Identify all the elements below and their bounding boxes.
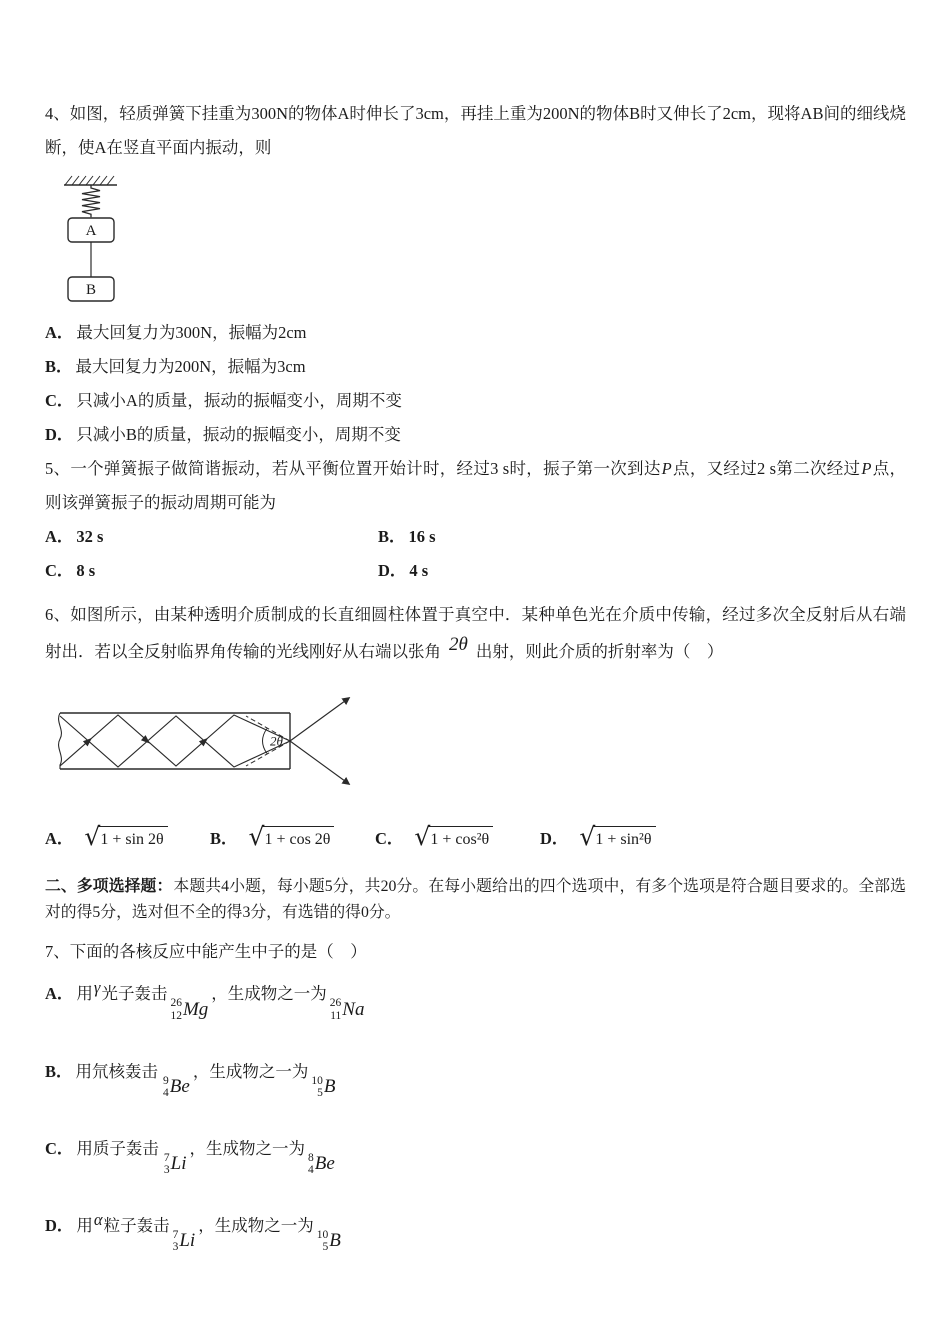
nuclide-mass: 9	[163, 1074, 169, 1087]
particle-symbol: γ	[93, 978, 101, 998]
nuclide	[173, 1222, 196, 1260]
nuclide-symbol: Be	[314, 1152, 335, 1174]
option-label: C．	[45, 560, 74, 580]
nuclide-symbol: Li	[170, 1152, 187, 1174]
angle-arc	[263, 728, 268, 753]
sqrt-expression	[248, 821, 335, 852]
option-label: D．	[378, 560, 407, 580]
nuclide-symbol: Mg	[182, 998, 209, 1020]
option-text: 只减小B的质量，振动的振幅变小，周期不变	[76, 424, 401, 444]
q5-options	[45, 520, 906, 588]
option-text: ，生成物之一为	[198, 1215, 314, 1235]
block-b-label: B	[85, 281, 97, 298]
nuclide-mass: 26	[329, 997, 342, 1010]
radicand: 1 + sin²θ	[593, 826, 655, 851]
option-label: B．	[45, 1061, 73, 1081]
q4-option-d	[45, 418, 906, 452]
q4-option-a	[45, 316, 906, 350]
q5-text-part: 点，又经过2 s第二次经过	[672, 458, 861, 478]
option-label: C．	[45, 390, 74, 410]
light-ray-1	[60, 715, 290, 766]
cylinder-outline	[59, 713, 290, 769]
option-label: D．	[45, 424, 74, 444]
nuclide-symbol: Be	[169, 1075, 190, 1097]
q7-option-d	[45, 1209, 906, 1260]
nuclide-numbers	[311, 1075, 323, 1099]
q5-text-part: 点，则该弹簧振子的振动周期可能为	[45, 458, 907, 512]
section-2-title: 二、多项选择题：	[45, 877, 173, 895]
radical-sign-icon: √	[414, 821, 431, 851]
q7-option-a	[45, 977, 906, 1028]
nuclide-mass: 8	[308, 1151, 314, 1164]
nuclide-symbol: B	[323, 1075, 336, 1097]
nuclide-z: 4	[163, 1086, 169, 1099]
nuclide-numbers	[170, 997, 182, 1021]
question-5-text	[45, 452, 906, 520]
q5-option-a	[45, 520, 378, 554]
sqrt-expression	[84, 821, 167, 852]
option-text: 光子轰击	[101, 984, 168, 1004]
nuclide-numbers	[164, 1152, 170, 1176]
nuclide-numbers	[330, 997, 342, 1021]
inline-angle-2theta: 2θ	[449, 633, 468, 655]
nuclide-z: 5	[322, 1241, 329, 1254]
nuclide	[308, 1145, 335, 1183]
nuclide-z: 3	[163, 1163, 170, 1176]
nuclide-mass: 7	[172, 1228, 179, 1241]
exit-ray-up	[290, 698, 349, 741]
nuclide-symbol: Li	[179, 1230, 196, 1252]
light-ray-2	[60, 716, 290, 767]
option-text: 用质子轰击	[76, 1138, 159, 1158]
block-a-label: A	[85, 222, 97, 239]
option-text: 16 s	[408, 526, 436, 546]
nuclide	[317, 1222, 341, 1260]
q6-option-c	[375, 821, 540, 852]
radicand: 1 + sin 2θ	[98, 826, 167, 851]
exit-ray-down	[290, 741, 349, 784]
option-label: C．	[45, 1138, 74, 1158]
option-label: B．	[210, 828, 238, 848]
option-text: ，生成物之一为	[192, 1061, 309, 1081]
sqrt-expression	[579, 821, 655, 852]
option-text: 只减小A的质量，振动的振幅变小，周期不变	[76, 390, 402, 410]
question-6-text	[45, 598, 906, 671]
option-text: ，生成物之一为	[189, 1138, 306, 1158]
option-text: 最大回复力为300N，振幅为2cm	[76, 322, 307, 342]
q6-text-part: 6、如图所示，由某种透明介质制成的长直细圆柱体置于真空中．某种单色光在介质中传输，经过多次全反射后从右端射出．若以全反射临界角传输的光线刚好从右端以张角	[45, 604, 906, 661]
option-text: ，生成物之一为	[211, 984, 327, 1004]
question-7-text: 7、下面的各核反应中能产生中子的是（ ）	[45, 942, 367, 962]
radicand: 1 + cos 2θ	[262, 826, 334, 851]
q4-options	[45, 316, 906, 452]
option-label: B．	[45, 356, 73, 376]
radical-sign-icon: √	[579, 821, 596, 851]
section-2-header	[45, 874, 906, 928]
angle-label: 2θ	[270, 733, 283, 749]
radicand: 1 + cos²θ	[428, 826, 493, 851]
q6-text-part: 出射，则此介质的折射率为（ ）	[475, 641, 724, 661]
q5-option-d	[378, 554, 906, 588]
nuclide-mass: 10	[311, 1074, 323, 1087]
q7-option-c	[45, 1132, 906, 1183]
q6-options	[45, 821, 906, 852]
option-label: A．	[45, 984, 74, 1004]
q5-text-part: 5、一个弹簧振子做简谐振动，若从平衡位置开始计时，经过3 s时，振子第一次到达	[45, 458, 661, 478]
q7-options	[45, 977, 906, 1260]
option-label: A．	[45, 322, 74, 342]
q6-option-d	[540, 821, 705, 852]
question-7	[45, 935, 906, 1260]
nuclide-z: 4	[308, 1163, 314, 1176]
option-text: 4 s	[409, 560, 429, 580]
option-label: D．	[540, 828, 569, 848]
q6-option-a	[45, 821, 210, 852]
nuclide-mass: 7	[163, 1151, 170, 1164]
nuclide-mass: 26	[170, 997, 182, 1010]
section-2-text: 本题共4小题，每小题5分，共20分。在每小题给出的四个选项中，有多个选项是符合题目要求的。全部选对的得5分，选对但不全的得3分，有选错的得0分。	[45, 877, 906, 922]
cylinder-optics-figure	[53, 687, 363, 799]
nuclide	[164, 1145, 187, 1183]
q6-option-b	[210, 821, 375, 852]
nuclide	[330, 991, 365, 1029]
sqrt-expression	[414, 821, 493, 852]
option-label: D．	[45, 1215, 74, 1235]
cut-edge-wave	[59, 713, 62, 769]
variable-p: P	[861, 458, 872, 478]
q5-option-b	[378, 520, 906, 554]
particle-symbol: α	[93, 1209, 103, 1229]
question-4-text: 4、如图，轻质弹簧下挂重为300N的物体A时伸长了3cm，再挂上重为200N的物体B时又伸长了2cm，现将AB间的细线烧断，使A在竖直平面内振动，则	[45, 104, 906, 157]
q7-option-b	[45, 1055, 906, 1106]
option-text: 32 s	[76, 526, 104, 546]
variable-p: P	[661, 458, 672, 478]
nuclide-z: 3	[172, 1241, 179, 1254]
nuclide-numbers	[308, 1152, 314, 1176]
q4-option-b	[45, 350, 906, 384]
nuclide-z: 11	[330, 1009, 342, 1022]
radical-sign-icon: √	[248, 821, 265, 851]
ceiling-hatch	[64, 176, 117, 185]
nuclide-z: 5	[317, 1086, 323, 1099]
nuclide	[311, 1068, 335, 1106]
nuclide-numbers	[317, 1229, 329, 1253]
option-text: 8 s	[76, 560, 96, 580]
nuclide-numbers	[173, 1229, 179, 1253]
option-text: 用	[76, 984, 93, 1004]
nuclide	[163, 1068, 190, 1106]
option-text: 用	[76, 1215, 93, 1235]
option-label: A．	[45, 526, 74, 546]
option-text: 用氘核轰击	[75, 1061, 159, 1081]
nuclide-symbol: Na	[342, 998, 365, 1020]
question-6	[45, 598, 906, 852]
question-5	[45, 452, 906, 588]
nuclide-numbers	[163, 1075, 169, 1099]
option-text: 最大回复力为200N，振幅为3cm	[75, 356, 306, 376]
option-label: B．	[378, 526, 406, 546]
spring-coil	[82, 185, 100, 217]
option-text: 粒子轰击	[103, 1215, 170, 1235]
nuclide	[170, 991, 208, 1029]
radical-sign-icon: √	[84, 821, 101, 851]
question-4	[45, 97, 906, 452]
q5-option-c	[45, 554, 378, 588]
nuclide-mass: 10	[316, 1228, 329, 1241]
nuclide-symbol: B	[329, 1230, 341, 1252]
option-label: C．	[375, 828, 404, 848]
option-label: A．	[45, 828, 74, 848]
spring-mass-figure	[55, 173, 165, 308]
q4-option-c	[45, 384, 906, 418]
nuclide-z: 12	[170, 1009, 182, 1022]
